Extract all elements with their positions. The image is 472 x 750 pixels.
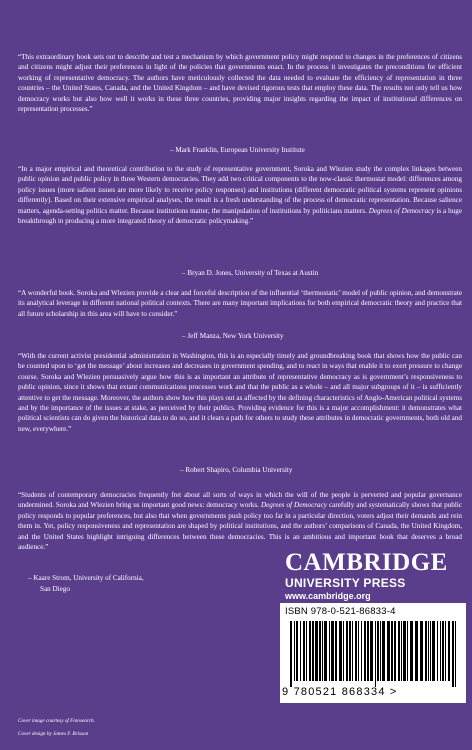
attribution-strom-line2: San Diego [40,585,70,593]
quote-jones [18,164,462,226]
barcode-box [280,603,466,703]
book-title: Degrees of Democracy [260,501,327,510]
quote-strom [18,490,462,552]
barcode-digits: 9 780521 868334 > [282,686,398,698]
attribution-franklin: – Mark Franklin, European University Institute [170,146,305,154]
publisher-press: UNIVERSITY PRESS [285,576,406,590]
quote-text: carefully and systematically shows that public policy responds to popular preferences, but also that when governments push policy too far in a particular direction, voters adjust their demands and rein them in. Yet, policy responsiveness and representation are shaped by political institutions, and the authors’ comparisons of Canada, the United Kingdom, and the United States highlight intriguing differences between these democracies. This is an ambitious and important book that deserves a broad audience.” [18,501,462,552]
publisher-name: CAMBRIDGE [285,549,448,576]
attribution-jones: – Bryan D. Jones, University of Texas at Austin [182,269,319,277]
publisher-url: www.cambridge.org [285,591,371,601]
cover-image-credit: Cover image courtesy of Fotosearch. [18,718,95,724]
quote-text: is a huge breakthrough in producing a more integrated theory of democratic policymaking.” [18,206,463,226]
book-title: Degrees of Democracy [368,206,435,215]
attribution-strom: – Kaare Strom, University of California, [28,574,144,582]
quote-text: “In a major empirical and theoretical contribution to the study of representative government, Soroka and Wlezien study the complex linkages between public opinion and public policy in three Western democracies. They add two critical components to the now-classic thermostat model: differences among policy issues (more salient issues are more likely to receive policy responses) and institutions (different democratic political systems represent opinions differently). Based on their extensive empirical analyses, the result is a fresh understanding of the process of democratic representation. Because salience matters, agenda-setting politics matter. Because institutions matter, the manipulation of institutions by politicians matters. [18,165,462,215]
quote-text: “A wonderful book. Soroka and Wlezien provide a clear and forceful description of the influential ‘thermostatic’ model of public opinion, and demonstrate its analytical leverage in different national political contexts. There are many important implications for both empirical democratic theory and practice that all future scholarship in this area will have to consider.” [18,289,462,318]
publisher-logo [285,550,455,602]
quote-text: “With the current activist presidential administration in Washington, this is an especially timely and groundbreaking book that shows how the public can be counted upon to ‘get the message’ about increases and decreases in government spending, and to react in ways that enable it to exert pressure to change course. Soroka and Wlezien persuasively argue how this is as important an attribute of representative democracy as is government’s responsiveness to public opinion, since it shows that extant communications processes work and that the public as a whole – and all major subgroups of it – is sufficiently attentive to get the message. Moreover, the authors show how this plays out as affected by the defining characteristics of Anglo-American political systems and by the importance of the issues at stake, as perceived by their publics. Providing evidence for this is a major accomplishment: it demonstrates what political scientists can do given the historical data to do so, and it clears a path for others to study these attributes in democratic governments, both old and new, everywhere.” [18,352,462,433]
quote-franklin [18,52,462,114]
attribution-shapiro: – Robert Shapiro, Columbia University [180,466,293,474]
attribution-manza: – Jeff Manza, New York University [182,332,284,340]
quote-text: “This extraordinary book sets out to describe and test a mechanism by which government policy might respond to changes in the preferences of citizens and citizens might adjust their preferences in light of the policies that governments enact. In the process it investigates the preconditions for efficient working of representative democracy. The authors have meticulously collected the data needed to evaluate the efficiency of representation in three countries – the United States, Canada, and the United Kingdom – and have devised rigorous tests that employ these data. The results not only tell us how democracy works but also how well it works in these three countries, providing major insights regarding the impact of institutional differences on representation processes.” [18,53,462,114]
quote-manza [18,288,462,319]
quote-text: “Students of contemporary democracies frequently fret about all sorts of ways in which the will of the people is perverted and popular governance undermined. Soroka and Wlezien bring us important good news: democracy works. [18,491,462,510]
isbn-label: ISBN 978-0-521-86833-4 [285,606,396,617]
cover-design-credit: Cover design by James F. Brisson [18,731,89,737]
barcode-image [284,621,462,687]
quote-shapiro [18,351,462,434]
